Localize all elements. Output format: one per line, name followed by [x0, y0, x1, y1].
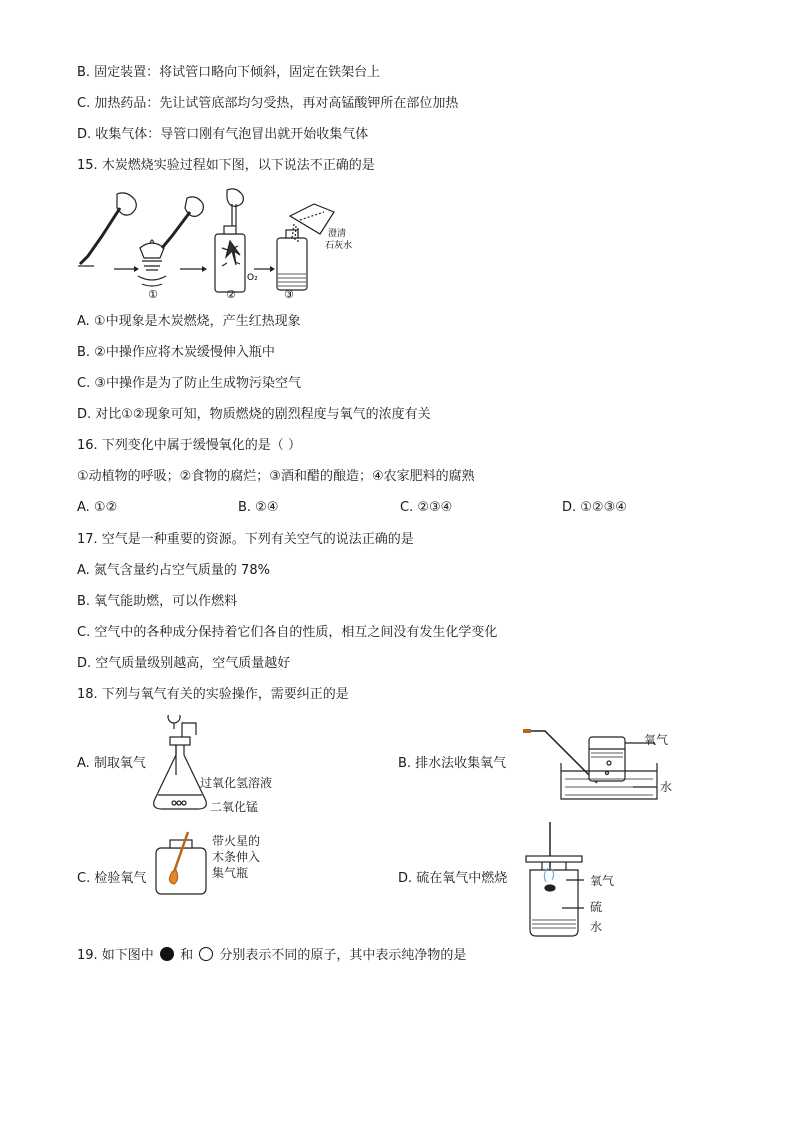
q15-option-d: D. 对比①②现象可知，物质燃烧的剧烈程度与氧气的浓度有关 [77, 407, 431, 422]
q18-option-d: D. 硫在氧气中燃烧 [398, 871, 508, 886]
q15-stem: 15. 木炭燃烧实验过程如下图，以下说法不正确的是 [77, 158, 375, 173]
q16-items: ①动植物的呼吸；②食物的腐烂；③酒和醋的酿造；④农家肥料的腐熟 [77, 469, 475, 484]
figure-step-3-label: ③ [284, 288, 294, 301]
figure-step-2-label: ② [226, 288, 236, 301]
oxygen-preparation-apparatus [148, 715, 218, 821]
q18-option-b: B. 排水法收集氧气 [398, 756, 507, 771]
water-displacement-apparatus [515, 723, 660, 805]
q14-option-b: B. 固定装置：将试管口略向下倾斜，固定在铁架台上 [77, 65, 381, 80]
q19-stem-part1: 19. 如下图中 [77, 948, 154, 963]
arrow-1-head-icon [134, 266, 139, 272]
arrow-3-head-icon [270, 266, 275, 272]
glowing-splint-label-line2: 木条伸入 [212, 850, 261, 864]
glowing-splint-label-line1: 带火星的 [212, 834, 261, 848]
oxygen-gas-label-d: 氧气 [590, 874, 615, 888]
arrow-2-head-icon [202, 266, 207, 272]
q18-option-a: A. 制取氧气 [77, 756, 146, 771]
q16-stem: 16. 下列变化中属于缓慢氧化的是（ ） [77, 438, 301, 453]
oxygen-test-apparatus [152, 828, 212, 896]
glowing-splint-label-line3: 集气瓶 [212, 866, 249, 880]
water-label-d: 水 [590, 920, 603, 934]
q16-option-d: D. ①②③④ [562, 500, 627, 515]
q14-option-c: C. 加热药品：先让试管底部均匀受热，再对高锰酸钾所在部位加热 [77, 96, 459, 111]
water-label-b: 水 [660, 780, 673, 794]
hollow-atom-icon [199, 947, 213, 961]
q18-stem: 18. 下列与氧气有关的实验操作，需要纠正的是 [77, 687, 349, 702]
q19-stem-part2: 和 [180, 948, 194, 963]
oxygen-gas-label-b: 氧气 [644, 733, 669, 747]
manganese-dioxide-label: 二氧化锰 [210, 800, 259, 814]
q15-option-c: C. ③中操作是为了防止生成物污染空气 [77, 376, 301, 391]
sulfur-label: 硫 [590, 900, 603, 914]
q17-option-b: B. 氧气能助燃，可以作燃料 [77, 594, 238, 609]
oxygen-label: O₂ [247, 273, 258, 283]
q18-option-c: C. 检验氧气 [77, 871, 147, 886]
q17-option-a: A. 氮气含量约占空气质量的 78% [77, 563, 270, 578]
q16-option-c: C. ②③④ [400, 500, 453, 515]
filled-atom-icon [160, 947, 174, 961]
q17-stem: 17. 空气是一种重要的资源。下列有关空气的说法正确的是 [77, 532, 414, 547]
q17-option-c: C. 空气中的各种成分保持着它们各自的性质，相互之间没有发生化学变化 [77, 625, 498, 640]
q14-option-d: D. 收集气体：导管口刚有气泡冒出就开始收集气体 [77, 127, 369, 142]
q16-option-a: A. ①② [77, 500, 118, 515]
hydrogen-peroxide-label: 过氧化氢溶液 [200, 776, 273, 790]
sulfur-burning-apparatus [522, 820, 592, 938]
figure-step-1-label: ① [148, 288, 158, 301]
limewater-label-line1: 澄清 [328, 229, 347, 239]
limewater-label-line2: 石灰水 [325, 241, 353, 251]
charcoal-burning-figure [72, 186, 372, 304]
q15-option-b: B. ②中操作应将木炭缓慢伸入瓶中 [77, 345, 275, 360]
q19-stem-part3: 分别表示不同的原子，其中表示纯净物的是 [219, 948, 467, 963]
q19-stem [77, 947, 466, 965]
q16-option-b: B. ②④ [238, 500, 279, 515]
q15-option-a: A. ①中现象是木炭燃烧，产生红热现象 [77, 314, 301, 329]
q17-option-d: D. 空气质量级别越高，空气质量越好 [77, 656, 291, 671]
